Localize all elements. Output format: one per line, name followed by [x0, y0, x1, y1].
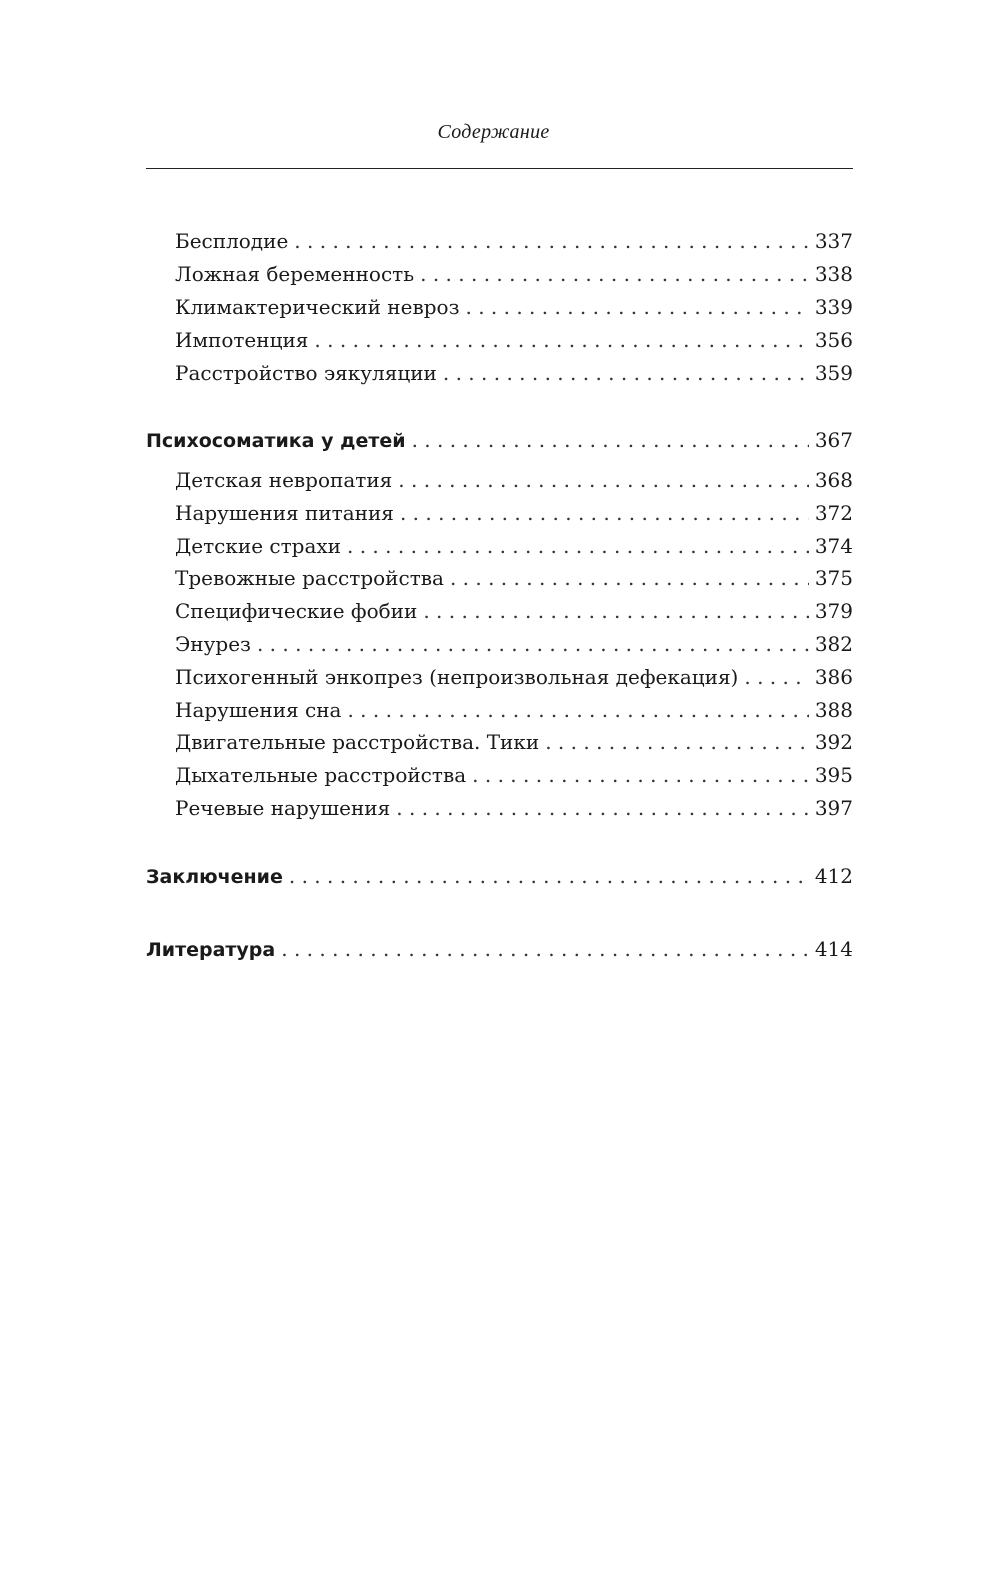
toc-leader-dots: [400, 501, 809, 525]
toc-entry-page: 374: [814, 534, 853, 558]
toc-entry[interactable]: [146, 698, 853, 728]
toc-entry-page: 382: [814, 632, 853, 656]
toc-leader-dots: [472, 763, 809, 787]
toc-entry-page: 367: [814, 428, 853, 452]
toc-entry-page: 375: [814, 566, 853, 590]
toc-leader-dots: [423, 599, 808, 623]
toc-entry[interactable]: [146, 796, 853, 826]
toc-section-entry[interactable]: [146, 937, 853, 967]
toc-leader-dots: [257, 632, 809, 656]
toc-entry-page: 414: [814, 937, 853, 961]
toc-entry-page: 392: [814, 730, 853, 754]
toc-entry[interactable]: [146, 534, 853, 564]
toc-entry[interactable]: [146, 328, 853, 358]
toc-leader-dots: [420, 262, 809, 286]
toc-entry-title: Тревожные расстройства: [175, 566, 444, 590]
toc-entry-title: Дыхательные расстройства: [175, 763, 467, 787]
toc-entry[interactable]: [146, 632, 853, 662]
toc-leader-dots: [450, 566, 809, 590]
toc-leader-dots: [465, 295, 808, 319]
toc-entry-page: 359: [814, 361, 853, 385]
toc-entry-page: 388: [814, 698, 853, 722]
toc-leader-dots: [412, 428, 809, 452]
toc-entry-page: 338: [814, 262, 853, 286]
toc-entry-page: 372: [814, 501, 853, 525]
toc-entry-title: Психогенный энкопрез (непроизвольная дефекация): [175, 665, 739, 689]
toc-entry-title: Специфические фобии: [175, 599, 418, 623]
running-head-title: Содержание: [437, 121, 550, 143]
toc-entry-page: 397: [814, 796, 853, 820]
toc-entry[interactable]: [146, 468, 853, 498]
toc-entry[interactable]: [146, 262, 853, 292]
toc-section-title: Литература: [146, 939, 276, 961]
toc-entry[interactable]: [146, 229, 853, 259]
toc-entry[interactable]: [146, 763, 853, 793]
toc-section-entry[interactable]: [146, 428, 853, 458]
toc-entry-page: 339: [814, 295, 853, 319]
toc-leader-dots: [281, 937, 809, 961]
toc-entry-page: 337: [814, 229, 853, 253]
toc-entry[interactable]: [146, 599, 853, 629]
toc-entry-title: Энурез: [175, 632, 251, 656]
toc-entry[interactable]: [146, 730, 853, 760]
toc-entry[interactable]: [146, 566, 853, 596]
toc-entry-page: 356: [814, 328, 853, 352]
toc-entry-page: 386: [814, 665, 853, 689]
toc-entry-title: Бесплодие: [175, 229, 289, 253]
toc-entry-page: 412: [814, 864, 853, 888]
toc-leader-dots: [289, 864, 809, 888]
toc-entry-title: Речевые нарушения: [175, 796, 391, 820]
toc-entry-title: Климактерический невроз: [175, 295, 460, 319]
toc-entry[interactable]: [146, 295, 853, 325]
toc-entry[interactable]: [146, 501, 853, 531]
toc-entry-title: Ложная беременность: [175, 262, 415, 286]
toc-entry-title: Импотенция: [175, 328, 309, 352]
toc-leader-dots: [744, 665, 808, 689]
toc-entry-page: 395: [814, 763, 853, 787]
toc-entry-title: Расстройство эякуляции: [175, 361, 437, 385]
toc-leader-dots: [396, 796, 809, 820]
toc-section-title: Заключение: [146, 866, 283, 888]
header-rule: [146, 168, 853, 169]
toc-entry-title: Нарушения питания: [175, 501, 394, 525]
toc-leader-dots: [443, 361, 809, 385]
toc-leader-dots: [347, 534, 809, 558]
toc-leader-dots: [545, 730, 809, 754]
toc-entry-page: 379: [814, 599, 853, 623]
toc-entry-title: Нарушения сна: [175, 698, 342, 722]
toc-entry[interactable]: [146, 665, 853, 695]
toc-leader-dots: [294, 229, 809, 253]
toc-entry-title: Детская невропатия: [175, 468, 393, 492]
toc-entry[interactable]: [146, 361, 853, 391]
toc-entry-title: Двигательные расстройства. Тики: [175, 730, 540, 754]
toc-entry-title: Детские страхи: [175, 534, 341, 558]
toc-section-title: Психосоматика у детей: [146, 430, 406, 452]
toc-leader-dots: [398, 468, 809, 492]
toc-leader-dots: [347, 698, 808, 722]
toc-leader-dots: [314, 328, 808, 352]
toc-section-entry[interactable]: [146, 864, 853, 894]
toc-entry-page: 368: [814, 468, 853, 492]
